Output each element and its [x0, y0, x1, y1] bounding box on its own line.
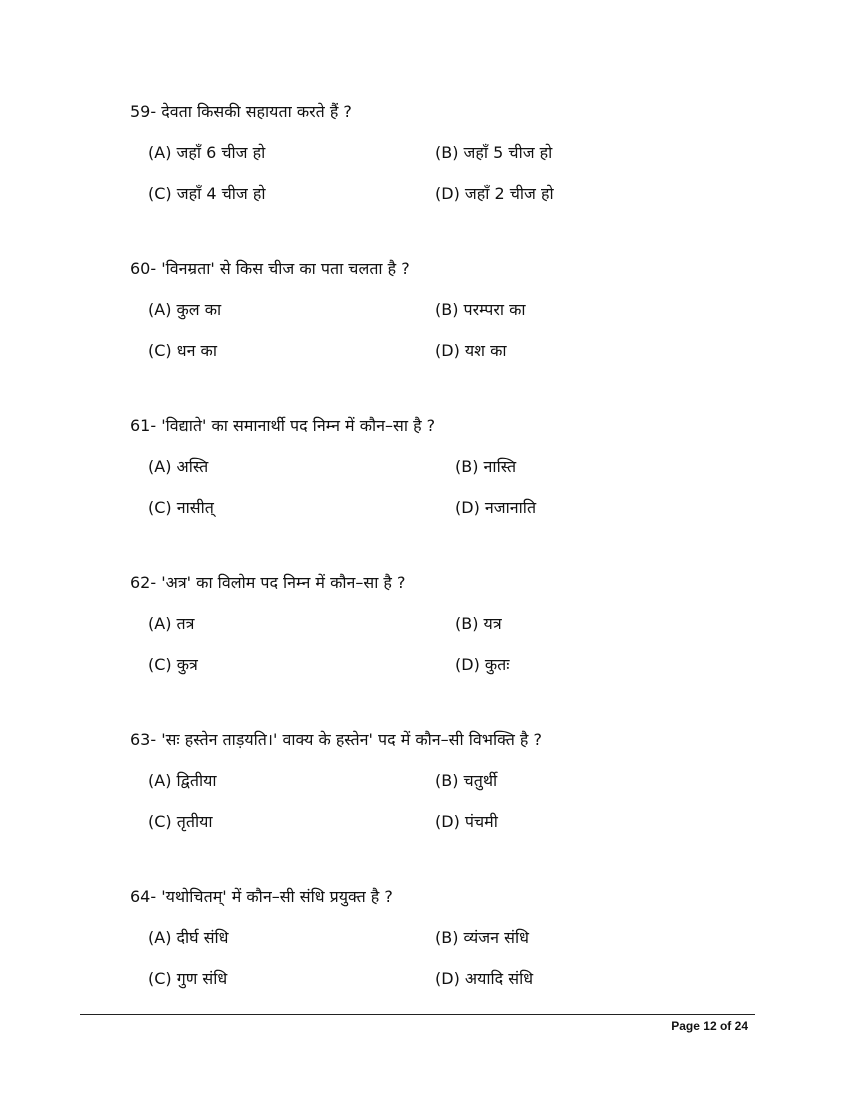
footer-divider: [80, 1014, 755, 1015]
option-63-d: (D) पंचमी: [435, 812, 498, 831]
question-62: 62- 'अत्र' का विलोम पद निम्न में कौन–सा है ?: [130, 573, 406, 592]
option-59-a: (A) जहाँ 6 चीज हो: [148, 143, 266, 162]
question-60: 60- 'विनम्रता' से किस चीज का पता चलता है ?: [130, 259, 410, 278]
option-59-c: (C) जहाँ 4 चीज हो: [148, 184, 266, 203]
option-61-b: (B) नास्ति: [455, 457, 517, 476]
option-62-c: (C) कुत्र: [148, 655, 198, 674]
option-60-c: (C) धन का: [148, 341, 217, 360]
question-59: 59- देवता किसकी सहायता करते हैं ?: [130, 102, 352, 121]
option-63-b: (B) चतुर्थी: [435, 771, 498, 790]
option-63-a: (A) द्वितीया: [148, 771, 217, 790]
question-63: 63- 'सः हस्तेन ताड़यति।' वाक्य के हस्तेन' पद में कौन–सी विभक्ति है ?: [130, 730, 542, 749]
option-60-b: (B) परम्परा का: [435, 300, 526, 319]
total-pages: 24: [734, 1019, 748, 1033]
question-61: 61- 'विद्याते' का समानार्थी पद निम्न में कौन–सा है ?: [130, 416, 436, 435]
option-62-b: (B) यत्र: [455, 614, 502, 633]
option-60-a: (A) कुल का: [148, 300, 222, 319]
option-64-b: (B) व्यंजन संधि: [435, 928, 529, 947]
question-64: 64- 'यथोचितम्' में कौन–सी संधि प्रयुक्त है ?: [130, 887, 393, 906]
option-61-c: (C) नासीत्: [148, 498, 214, 517]
option-61-a: (A) अस्ति: [148, 457, 209, 476]
option-59-d: (D) जहाँ 2 चीज हो: [435, 184, 554, 203]
option-64-c: (C) गुण संधि: [148, 969, 228, 988]
option-64-d: (D) अयादि संधि: [435, 969, 534, 988]
page-label: Page: [671, 1019, 700, 1033]
option-59-b: (B) जहाँ 5 चीज हो: [435, 143, 553, 162]
page-number: [671, 1019, 748, 1033]
option-61-d: (D) नजानाति: [455, 498, 537, 517]
option-63-c: (C) तृतीया: [148, 812, 213, 831]
option-60-d: (D) यश का: [435, 341, 507, 360]
option-62-a: (A) तत्र: [148, 614, 195, 633]
current-page: 12: [703, 1019, 717, 1033]
of-label: of: [719, 1019, 732, 1033]
option-62-d: (D) कुतः: [455, 655, 510, 674]
option-64-a: (A) दीर्घ संधि: [148, 928, 229, 947]
